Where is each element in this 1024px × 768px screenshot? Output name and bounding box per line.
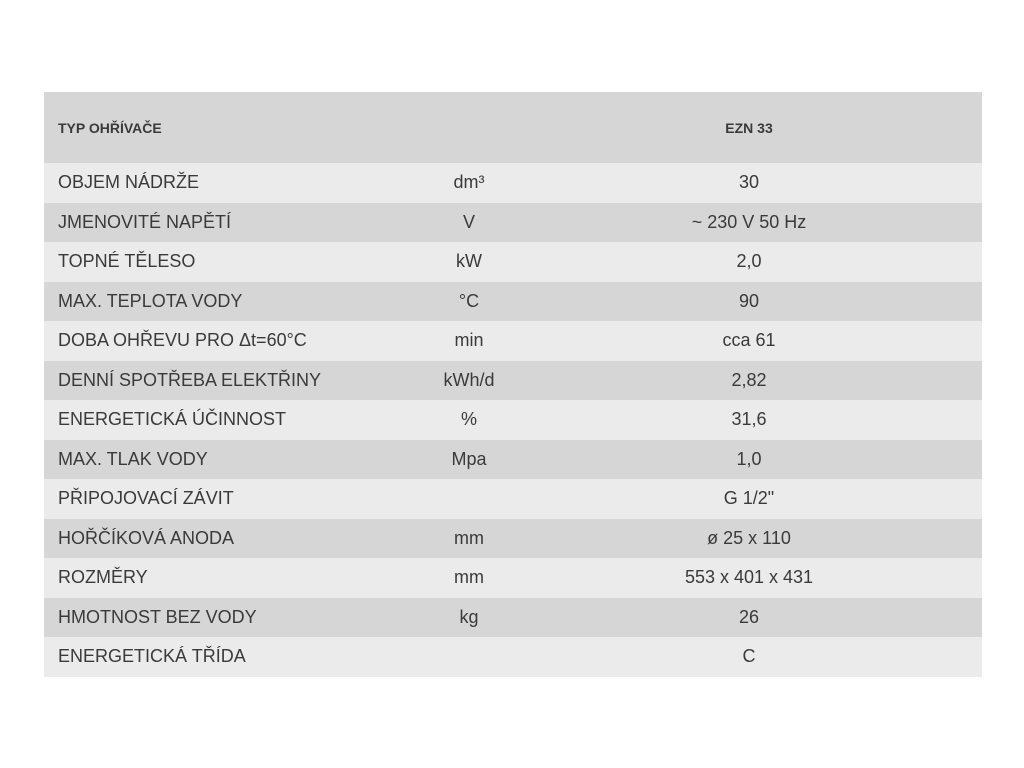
row-value: ~ 230 V 50 Hz [691, 211, 807, 232]
row-unit: % [460, 409, 477, 430]
row-value: 2,82 [731, 369, 767, 390]
table-header [44, 92, 982, 163]
row-label: DOBA OHŘEVU PRO Δt=60°C [58, 330, 307, 351]
row-value: 1,0 [736, 448, 762, 469]
row-unit: kg [459, 606, 479, 627]
row-label: TOPNÉ TĚLESO [58, 251, 196, 272]
row-value: 90 [738, 290, 760, 311]
table-row [44, 479, 982, 519]
row-value: cca 61 [722, 330, 776, 351]
row-label: MAX. TEPLOTA VODY [58, 290, 243, 311]
header-model: EZN 33 [725, 119, 773, 136]
row-label: MAX. TLAK VODY [58, 448, 208, 469]
row-unit: °C [458, 290, 480, 311]
row-value: ø 25 x 110 [707, 527, 791, 548]
row-unit: dm³ [453, 172, 485, 193]
row-label: JMENOVITÉ NAPĚTÍ [58, 211, 232, 232]
row-label: OBJEM NÁDRŽE [58, 172, 200, 193]
table-row [44, 519, 982, 559]
table-row [44, 558, 982, 598]
table-row [44, 400, 982, 440]
row-unit: V [462, 211, 475, 232]
table-row [44, 282, 982, 322]
spec-table [44, 92, 982, 677]
table-row [44, 637, 982, 677]
row-label: ENERGETICKÁ TŘÍDA [58, 646, 246, 667]
table-row [44, 242, 982, 282]
row-label: ROZMĚRY [58, 567, 148, 588]
table-row [44, 440, 982, 480]
row-unit: kWh/d [443, 369, 495, 390]
row-value: 2,0 [736, 251, 762, 272]
row-value: 553 x 401 x 431 [684, 567, 814, 588]
header-label: TYP OHŘÍVAČE [58, 119, 162, 136]
table-row [44, 598, 982, 638]
row-value: 30 [738, 172, 760, 193]
row-value: G 1/2" [723, 488, 775, 509]
row-unit: min [454, 330, 484, 351]
row-label: ENERGETICKÁ ÚČINNOST [58, 409, 287, 430]
row-label: DENNÍ SPOTŘEBA ELEKTŘINY [58, 369, 322, 390]
row-value: 26 [738, 606, 760, 627]
table-row [44, 361, 982, 401]
row-value: 31,6 [731, 409, 767, 430]
row-value: C [742, 646, 756, 667]
row-label: PŘIPOJOVACÍ ZÁVIT [58, 488, 234, 509]
table-row [44, 163, 982, 203]
row-unit: kW [456, 251, 482, 272]
table-row [44, 203, 982, 243]
row-unit: Mpa [451, 448, 487, 469]
row-unit: mm [454, 527, 484, 548]
row-label: HMOTNOST BEZ VODY [58, 606, 257, 627]
row-unit: mm [454, 567, 484, 588]
row-label: HOŘČÍKOVÁ ANODA [58, 527, 235, 548]
table-row [44, 321, 982, 361]
